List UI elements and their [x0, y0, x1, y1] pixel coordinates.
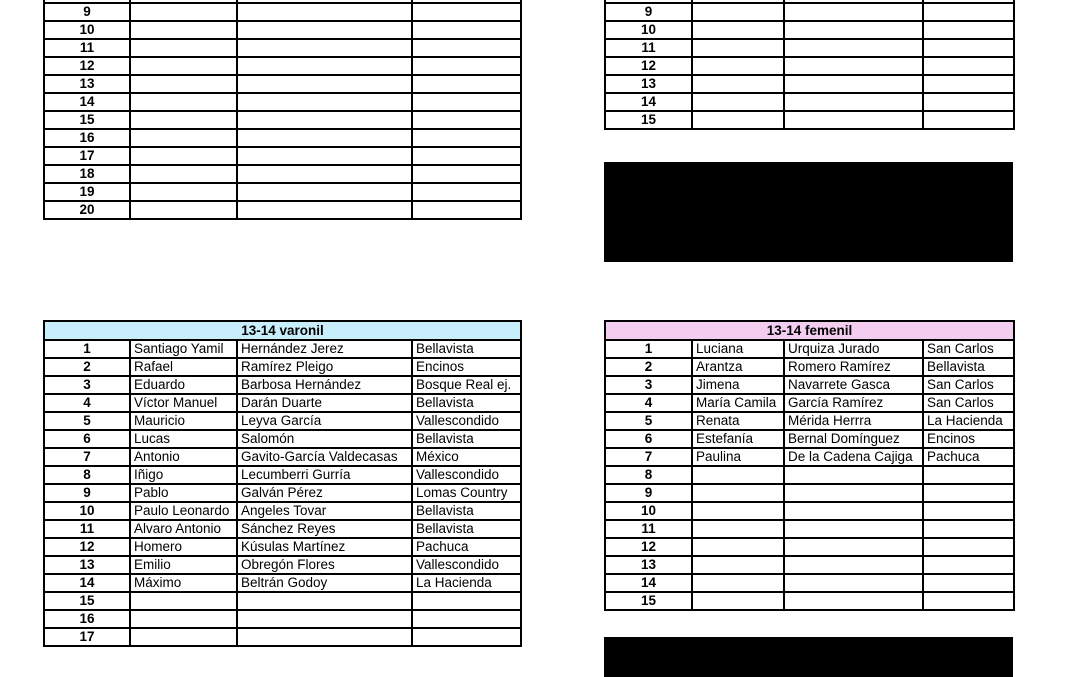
- cell-last-name[interactable]: Leyva García: [237, 412, 412, 430]
- cell-first-name[interactable]: Alvaro Antonio: [130, 520, 237, 538]
- cell-club[interactable]: San Carlos: [923, 394, 1014, 412]
- table-row: [44, 412, 521, 430]
- cell-first-name[interactable]: Arantza: [692, 358, 784, 376]
- cell-number[interactable]: 1: [44, 340, 130, 358]
- table-row: [44, 75, 521, 93]
- cell-club[interactable]: [412, 39, 521, 57]
- cell-club[interactable]: [412, 147, 521, 165]
- cell-number[interactable]: 14: [44, 574, 130, 592]
- cell-last-name[interactable]: Sánchez Reyes: [237, 520, 412, 538]
- cell-club[interactable]: [923, 75, 1014, 93]
- cell-last-name[interactable]: [784, 111, 923, 129]
- cell-number[interactable]: 15: [605, 592, 692, 610]
- cell-last-name[interactable]: Navarrete Gasca: [784, 376, 923, 394]
- cell-last-name[interactable]: De la Cadena Cajiga: [784, 448, 923, 466]
- cell-number[interactable]: 14: [605, 574, 692, 592]
- cell-club[interactable]: Vallescondido: [412, 556, 521, 574]
- cell-last-name[interactable]: Romero Ramírez: [784, 358, 923, 376]
- cell-club[interactable]: [412, 93, 521, 111]
- cell-club[interactable]: México: [412, 448, 521, 466]
- cell-last-name[interactable]: [237, 592, 412, 610]
- cell-last-name[interactable]: [237, 93, 412, 111]
- cell-first-name[interactable]: Paulo Leonardo: [130, 502, 237, 520]
- cell-number[interactable]: 12: [44, 57, 130, 75]
- cell-last-name[interactable]: [237, 39, 412, 57]
- cell-number[interactable]: 11: [605, 520, 692, 538]
- cell-club[interactable]: Bellavista: [412, 430, 521, 448]
- cell-last-name[interactable]: Ramírez Pleigo: [237, 358, 412, 376]
- cell-number[interactable]: 12: [605, 57, 692, 75]
- table-row: [605, 592, 1014, 610]
- cell-first-name[interactable]: Mauricio: [130, 412, 237, 430]
- cell-first-name[interactable]: [692, 502, 784, 520]
- cell-last-name[interactable]: [237, 75, 412, 93]
- table-row: [44, 376, 521, 394]
- cell-first-name[interactable]: [692, 75, 784, 93]
- cell-last-name[interactable]: Mérida Herrra: [784, 412, 923, 430]
- cell-number[interactable]: 6: [44, 430, 130, 448]
- cell-first-name[interactable]: [130, 610, 237, 628]
- cell-number[interactable]: 15: [605, 111, 692, 129]
- cell-club[interactable]: Vallescondido: [412, 466, 521, 484]
- cell-club[interactable]: [923, 556, 1014, 574]
- table-row: [605, 21, 1014, 39]
- cell-last-name[interactable]: Barbosa Hernández: [237, 376, 412, 394]
- table-row: [44, 21, 521, 39]
- cell-first-name[interactable]: [130, 39, 237, 57]
- table-row: [605, 430, 1014, 448]
- table-row: [605, 93, 1014, 111]
- cell-first-name[interactable]: [130, 93, 237, 111]
- table-row: [44, 574, 521, 592]
- cell-first-name[interactable]: [130, 129, 237, 147]
- cell-last-name[interactable]: [237, 147, 412, 165]
- cell-last-name[interactable]: Angeles Tovar: [237, 502, 412, 520]
- cell-last-name[interactable]: [784, 556, 923, 574]
- table-row: [605, 412, 1014, 430]
- table-row: [44, 147, 521, 165]
- cell-last-name[interactable]: [784, 592, 923, 610]
- cell-club[interactable]: Bosque Real ej.: [412, 376, 521, 394]
- table-row: [605, 376, 1014, 394]
- table-row: [605, 75, 1014, 93]
- cell-last-name[interactable]: Gavito-García Valdecasas: [237, 448, 412, 466]
- table-row: [605, 39, 1014, 57]
- table-row: [44, 3, 521, 21]
- varonil-title[interactable]: 13-14 varonil: [44, 321, 521, 340]
- cell-first-name[interactable]: [692, 520, 784, 538]
- cell-club[interactable]: Vallescondido: [412, 412, 521, 430]
- cell-club[interactable]: [412, 201, 521, 219]
- cell-first-name[interactable]: Víctor Manuel: [130, 394, 237, 412]
- cell-first-name[interactable]: Lucas: [130, 430, 237, 448]
- cell-club[interactable]: Bellavista: [412, 394, 521, 412]
- cell-club[interactable]: Bellavista: [412, 520, 521, 538]
- cell-number[interactable]: 16: [44, 129, 130, 147]
- cell-last-name[interactable]: Galván Pérez: [237, 484, 412, 502]
- cell-club[interactable]: [923, 57, 1014, 75]
- table-row: [44, 610, 521, 628]
- cell-number[interactable]: 6: [605, 430, 692, 448]
- cell-last-name[interactable]: [784, 57, 923, 75]
- cell-number[interactable]: 10: [44, 502, 130, 520]
- cell-first-name[interactable]: [692, 592, 784, 610]
- table-row: [44, 520, 521, 538]
- cell-last-name[interactable]: [784, 502, 923, 520]
- cell-club[interactable]: [412, 3, 521, 21]
- cell-first-name[interactable]: [130, 111, 237, 129]
- table-row: [44, 430, 521, 448]
- cell-last-name[interactable]: [784, 538, 923, 556]
- cell-first-name[interactable]: [130, 21, 237, 39]
- cell-club[interactable]: [923, 466, 1014, 484]
- varonil-header-row: [44, 321, 521, 340]
- cell-last-name[interactable]: [784, 520, 923, 538]
- cell-first-name[interactable]: [692, 3, 784, 21]
- cell-first-name[interactable]: [130, 201, 237, 219]
- varonil-roster-table: [43, 320, 522, 647]
- cell-first-name[interactable]: [692, 93, 784, 111]
- cell-last-name[interactable]: Obregón Flores: [237, 556, 412, 574]
- cell-first-name[interactable]: Antonio: [130, 448, 237, 466]
- table-row: [605, 484, 1014, 502]
- cell-number[interactable]: 17: [44, 628, 130, 646]
- cell-last-name[interactable]: [784, 75, 923, 93]
- table-row: [44, 340, 521, 358]
- cell-club[interactable]: Encinos: [412, 358, 521, 376]
- cell-first-name[interactable]: [692, 57, 784, 75]
- cell-first-name[interactable]: [130, 75, 237, 93]
- cell-first-name[interactable]: [692, 21, 784, 39]
- femenil-title[interactable]: 13-14 femenil: [605, 321, 1014, 340]
- table-row: [605, 556, 1014, 574]
- cell-last-name[interactable]: [237, 628, 412, 646]
- cell-last-name[interactable]: Kúsulas Martínez: [237, 538, 412, 556]
- table-row: [44, 93, 521, 111]
- cell-first-name[interactable]: [692, 111, 784, 129]
- cell-club[interactable]: [412, 165, 521, 183]
- cell-last-name[interactable]: Darán Duarte: [237, 394, 412, 412]
- cell-first-name[interactable]: [692, 556, 784, 574]
- cell-last-name[interactable]: Beltrán Godoy: [237, 574, 412, 592]
- table-row: [44, 538, 521, 556]
- table-row: [44, 628, 521, 646]
- cell-number[interactable]: 4: [605, 394, 692, 412]
- cell-first-name[interactable]: [692, 538, 784, 556]
- cell-first-name[interactable]: [130, 165, 237, 183]
- cell-number[interactable]: 3: [44, 376, 130, 394]
- cell-first-name[interactable]: Homero: [130, 538, 237, 556]
- table-row: [44, 358, 521, 376]
- cell-first-name[interactable]: Jimena: [692, 376, 784, 394]
- cell-number[interactable]: 20: [44, 201, 130, 219]
- cell-number[interactable]: 17: [44, 147, 130, 165]
- cell-club[interactable]: San Carlos: [923, 376, 1014, 394]
- femenil-roster-table: [604, 320, 1015, 611]
- top-left-roster-table: [43, 0, 522, 220]
- cell-number[interactable]: 7: [44, 448, 130, 466]
- top-right-roster-table: [604, 0, 1015, 130]
- cell-club[interactable]: Bellavista: [923, 358, 1014, 376]
- cell-first-name[interactable]: [692, 484, 784, 502]
- cell-first-name[interactable]: Eduardo: [130, 376, 237, 394]
- cell-number[interactable]: 9: [44, 484, 130, 502]
- table-row: [605, 448, 1014, 466]
- cell-number[interactable]: 18: [44, 165, 130, 183]
- cell-number[interactable]: 12: [44, 538, 130, 556]
- cell-club[interactable]: [412, 57, 521, 75]
- cell-first-name[interactable]: [130, 147, 237, 165]
- table-row: [44, 129, 521, 147]
- cell-first-name[interactable]: [692, 574, 784, 592]
- cell-number[interactable]: 3: [605, 376, 692, 394]
- cell-club[interactable]: Lomas Country: [412, 484, 521, 502]
- cell-club[interactable]: [412, 75, 521, 93]
- blacked-out-region-top: [604, 162, 1013, 262]
- cell-club[interactable]: [923, 21, 1014, 39]
- cell-number[interactable]: 10: [44, 21, 130, 39]
- cell-club[interactable]: [923, 574, 1014, 592]
- cell-number[interactable]: 13: [605, 556, 692, 574]
- table-row: [605, 340, 1014, 358]
- cell-last-name[interactable]: [784, 39, 923, 57]
- cell-number[interactable]: 9: [605, 484, 692, 502]
- cell-club[interactable]: [412, 129, 521, 147]
- table-row: [605, 358, 1014, 376]
- cell-last-name[interactable]: Hernández Jerez: [237, 340, 412, 358]
- cell-club[interactable]: [923, 93, 1014, 111]
- table-row: [44, 394, 521, 412]
- cell-club[interactable]: San Carlos: [923, 340, 1014, 358]
- cell-club[interactable]: [923, 484, 1014, 502]
- table-row: [605, 574, 1014, 592]
- cell-number[interactable]: 19: [44, 183, 130, 201]
- cell-club[interactable]: [923, 538, 1014, 556]
- table-row: [605, 394, 1014, 412]
- cell-first-name[interactable]: Luciana: [692, 340, 784, 358]
- cell-number[interactable]: 5: [44, 412, 130, 430]
- cell-first-name[interactable]: [130, 592, 237, 610]
- cell-last-name[interactable]: García Ramírez: [784, 394, 923, 412]
- cell-last-name[interactable]: [237, 610, 412, 628]
- table-row: [44, 592, 521, 610]
- cell-number[interactable]: 4: [44, 394, 130, 412]
- table-row: [44, 183, 521, 201]
- cell-first-name[interactable]: Iñigo: [130, 466, 237, 484]
- cell-number[interactable]: 5: [605, 412, 692, 430]
- cell-number[interactable]: 15: [44, 111, 130, 129]
- cell-last-name[interactable]: [784, 466, 923, 484]
- cell-last-name[interactable]: Bernal Domínguez: [784, 430, 923, 448]
- cell-last-name[interactable]: Urquiza Jurado: [784, 340, 923, 358]
- cell-number[interactable]: 10: [605, 502, 692, 520]
- cell-number[interactable]: 13: [605, 75, 692, 93]
- cell-club[interactable]: [923, 520, 1014, 538]
- cell-first-name[interactable]: [130, 628, 237, 646]
- table-row: [44, 484, 521, 502]
- cell-first-name[interactable]: María Camila: [692, 394, 784, 412]
- cell-first-name[interactable]: [130, 3, 237, 21]
- blacked-out-region-bottom: [604, 637, 1013, 677]
- cell-club[interactable]: [412, 592, 521, 610]
- cell-club[interactable]: Pachuca: [412, 538, 521, 556]
- table-row: [605, 57, 1014, 75]
- cell-number[interactable]: 2: [605, 358, 692, 376]
- cell-number[interactable]: 13: [44, 75, 130, 93]
- cell-club[interactable]: [412, 610, 521, 628]
- cell-first-name[interactable]: Santiago Yamil: [130, 340, 237, 358]
- cell-number[interactable]: 1: [605, 340, 692, 358]
- table-row: [44, 556, 521, 574]
- cell-last-name[interactable]: [237, 57, 412, 75]
- cell-first-name[interactable]: Máximo: [130, 574, 237, 592]
- cell-club[interactable]: [923, 502, 1014, 520]
- cell-club[interactable]: Pachuca: [923, 448, 1014, 466]
- cell-last-name[interactable]: [784, 484, 923, 502]
- cell-club[interactable]: [412, 21, 521, 39]
- cell-last-name[interactable]: [237, 111, 412, 129]
- cell-number[interactable]: 11: [605, 39, 692, 57]
- cell-number[interactable]: 11: [44, 39, 130, 57]
- table-row: [44, 448, 521, 466]
- table-row: [44, 39, 521, 57]
- cell-number[interactable]: 14: [605, 93, 692, 111]
- cell-first-name[interactable]: [130, 183, 237, 201]
- cell-first-name[interactable]: Emilio: [130, 556, 237, 574]
- table-row: [605, 502, 1014, 520]
- cell-last-name[interactable]: [784, 574, 923, 592]
- table-row: [605, 538, 1014, 556]
- cell-last-name[interactable]: Salomón: [237, 430, 412, 448]
- cell-club[interactable]: [923, 39, 1014, 57]
- cell-club[interactable]: [923, 592, 1014, 610]
- cell-club[interactable]: [412, 111, 521, 129]
- table-row: [44, 466, 521, 484]
- cell-club[interactable]: [923, 3, 1014, 21]
- cell-number[interactable]: 2: [44, 358, 130, 376]
- cell-last-name[interactable]: [237, 201, 412, 219]
- cell-first-name[interactable]: Estefanía: [692, 430, 784, 448]
- cell-first-name[interactable]: [692, 466, 784, 484]
- cell-last-name[interactable]: [237, 129, 412, 147]
- cell-number[interactable]: 9: [44, 3, 130, 21]
- cell-number[interactable]: 12: [605, 538, 692, 556]
- table-row: [44, 165, 521, 183]
- cell-last-name[interactable]: Lecumberri Gurría: [237, 466, 412, 484]
- table-row: [44, 201, 521, 219]
- cell-number[interactable]: 14: [44, 93, 130, 111]
- cell-last-name[interactable]: [237, 3, 412, 21]
- cell-number[interactable]: 11: [44, 520, 130, 538]
- cell-number[interactable]: 9: [605, 3, 692, 21]
- cell-number[interactable]: 7: [605, 448, 692, 466]
- cell-club[interactable]: La Hacienda: [412, 574, 521, 592]
- table-row: [44, 502, 521, 520]
- cell-club[interactable]: Bellavista: [412, 502, 521, 520]
- cell-club[interactable]: [923, 111, 1014, 129]
- table-row: [44, 111, 521, 129]
- cell-number[interactable]: 16: [44, 610, 130, 628]
- cell-last-name[interactable]: [784, 21, 923, 39]
- cell-club[interactable]: [412, 628, 521, 646]
- cell-first-name[interactable]: Rafael: [130, 358, 237, 376]
- cell-number[interactable]: 8: [605, 466, 692, 484]
- table-row: [605, 111, 1014, 129]
- table-row: [605, 466, 1014, 484]
- table-row: [605, 520, 1014, 538]
- cell-last-name[interactable]: [237, 21, 412, 39]
- cell-last-name[interactable]: [784, 93, 923, 111]
- table-row: [605, 3, 1014, 21]
- cell-first-name[interactable]: Paulina: [692, 448, 784, 466]
- cell-first-name[interactable]: Renata: [692, 412, 784, 430]
- cell-club[interactable]: Bellavista: [412, 340, 521, 358]
- cell-first-name[interactable]: [692, 39, 784, 57]
- cell-club[interactable]: La Hacienda: [923, 412, 1014, 430]
- cell-last-name[interactable]: [784, 3, 923, 21]
- table-row: [44, 57, 521, 75]
- cell-number[interactable]: 10: [605, 21, 692, 39]
- cell-number[interactable]: 8: [44, 466, 130, 484]
- cell-club[interactable]: [412, 183, 521, 201]
- cell-last-name[interactable]: [237, 183, 412, 201]
- cell-first-name[interactable]: Pablo: [130, 484, 237, 502]
- cell-number[interactable]: 15: [44, 592, 130, 610]
- cell-last-name[interactable]: [237, 165, 412, 183]
- femenil-header-row: [605, 321, 1014, 340]
- cell-first-name[interactable]: [130, 57, 237, 75]
- cell-club[interactable]: Encinos: [923, 430, 1014, 448]
- cell-number[interactable]: 13: [44, 556, 130, 574]
